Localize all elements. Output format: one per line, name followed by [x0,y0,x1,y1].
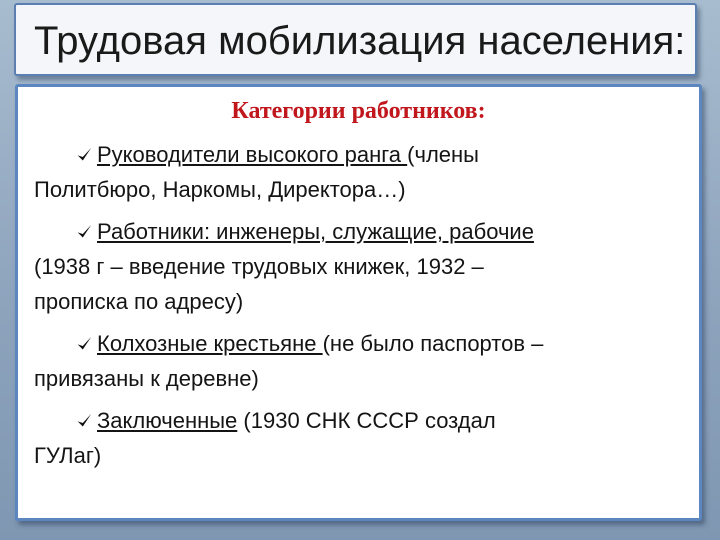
content-box [15,84,702,521]
category-list [34,137,687,480]
list-item [34,214,687,319]
item-text: прописка по адресу) [34,289,244,314]
item-heading: Работники: инженеры, служащие, рабочие [97,219,534,244]
item-text: Политбюро, Наркомы, Директора…) [34,177,406,202]
slide-title: Трудовая мобилизация населения: [34,19,686,63]
section-subtitle: Категории работников: [231,98,486,124]
checkmark-icon [76,223,93,240]
checkmark-icon [76,412,93,429]
item-text: (1938 г – введение трудовых книжек, 1932 – [34,254,484,279]
item-heading: Заключенные [97,408,238,433]
list-item [34,326,687,396]
title-box [14,3,697,76]
item-text: (члены [407,142,479,167]
item-text: привязаны к деревне) [34,366,259,391]
item-heading: Руководители высокого ранга [97,142,408,167]
list-item [34,403,687,473]
list-item [34,137,687,207]
item-text: (1930 СНК СССР создал [237,408,496,433]
item-heading: Колхозные крестьяне [97,331,323,356]
item-text: (не было паспортов – [322,331,544,356]
checkmark-icon [76,146,93,163]
item-text: ГУЛаг) [34,443,102,468]
checkmark-icon [76,335,93,352]
